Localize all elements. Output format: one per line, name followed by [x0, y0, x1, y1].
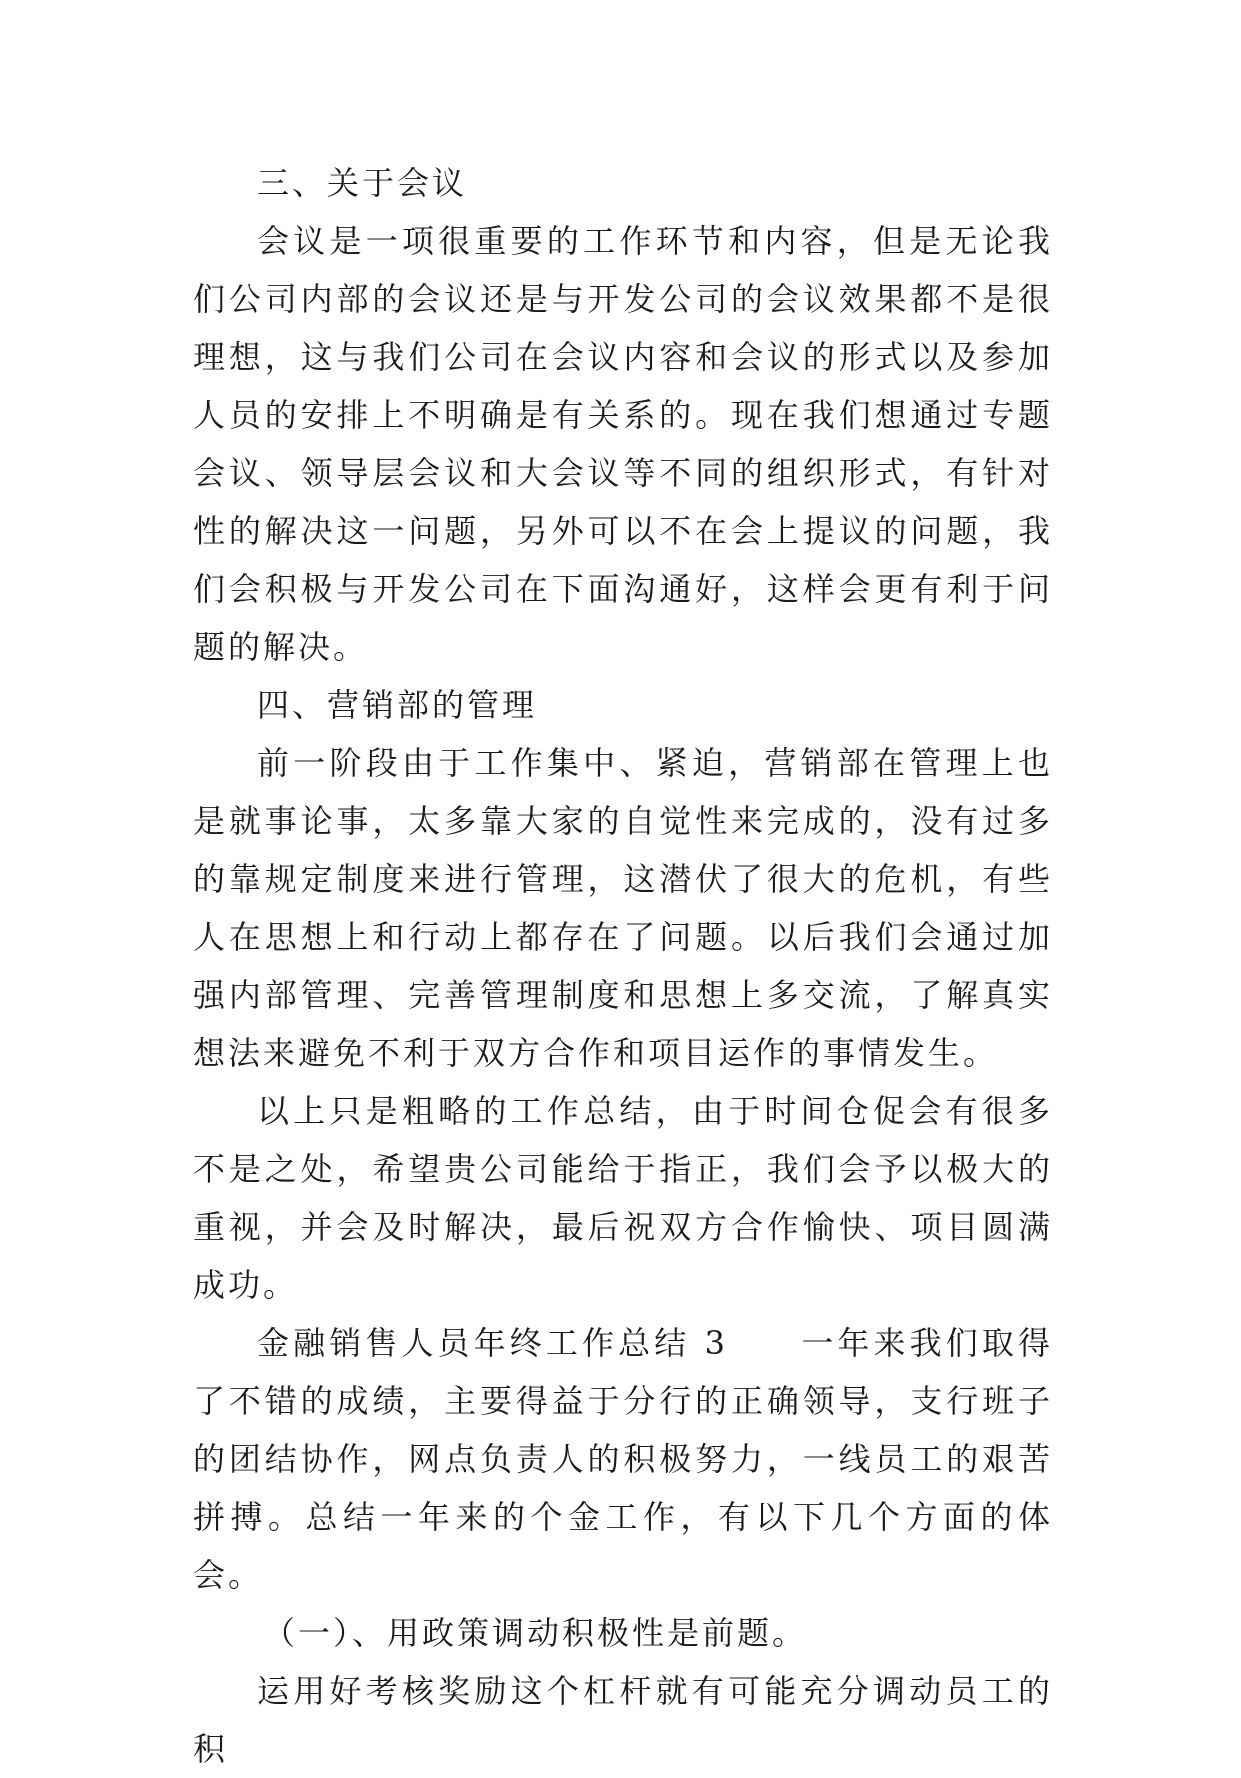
- paragraph-meetings: 会议是一项很重要的工作环节和内容，但是无论我们公司内部的会议还是与开发公司的会议效果都不是很理想，这与我们公司在会议内容和会议的形式以及参加人员的安排上不明确是有关系的。现在我们想通过专题会议、领导层会议和大会议等不同的组织形式，有针对性的解决这一问题，另外可以不在会上提议的问题，我们会积极与开发公司在下面沟通好，这样会更有利于问题的解决。: [193, 222, 1053, 666]
- section-heading-meetings: 三、关于会议: [257, 164, 468, 202]
- paragraph-year-end-summary-intro: 金融销售人员年终工作总结 3 一年来我们取得了不错的成绩，主要得益于分行的正确领导，支行班子的团结协作，网点负责人的积极努力，一线员工的艰苦拼搏。总结一年来的个金工作，有以下几个方面的体会。: [193, 1324, 1053, 1594]
- section-heading-sales-management: 四、营销部的管理: [257, 686, 538, 724]
- paragraph-sales-management: 前一阶段由于工作集中、紧迫，营销部在管理上也是就事论事，太多靠大家的自觉性来完成的，没有过多的靠规定制度来进行管理，这潜伏了很大的危机，有些人在思想上和行动上都存在了问题。以后我们会通过加强内部管理、完善管理制度和思想上多交流，了解真实想法来避免不利于双方合作和项目运作的事情发生。: [193, 744, 1053, 1072]
- paragraph-incentives: 运用好考核奖励这个杠杆就有可能充分调动员工的积: [193, 1672, 1053, 1768]
- paragraph-summary-closing: 以上只是粗略的工作总结，由于时间仓促会有很多不是之处，希望贵公司能给于指正，我们会予以极大的重视，并会及时解决，最后祝双方合作愉快、项目圆满成功。: [193, 1092, 1053, 1304]
- document-body: [193, 154, 1053, 1778]
- subsection-heading-policy: （一）、用政策调动积极性是前题。: [263, 1614, 808, 1652]
